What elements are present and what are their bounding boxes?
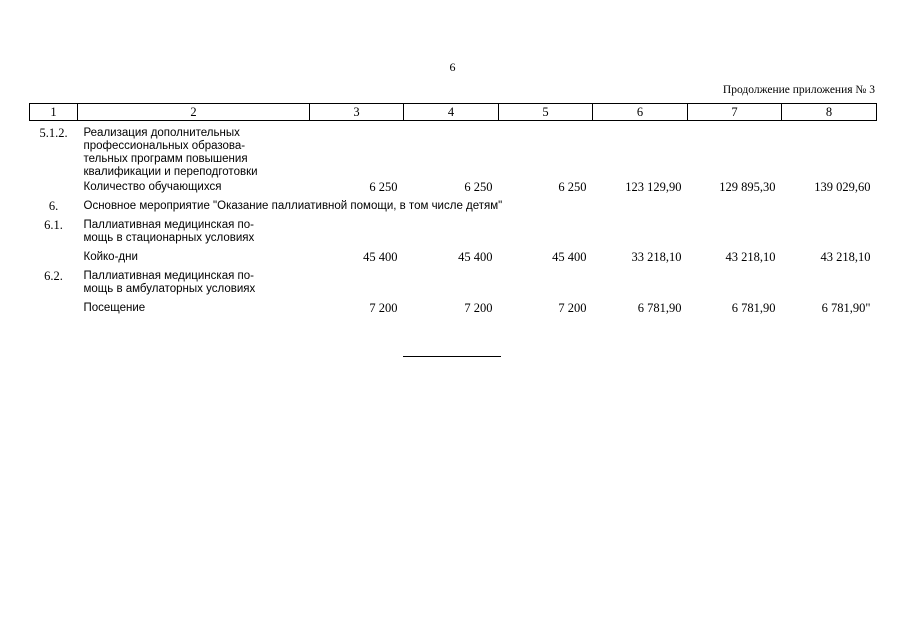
unit-label: Койко-дни: [83, 251, 138, 263]
unit-label: Количество обучающихся: [83, 181, 222, 193]
value-col-4: 45 400: [458, 250, 493, 264]
row-number: 6.2.: [44, 269, 63, 283]
row-description: Паллиативная медицинская по- мощь в амбулаторных условиях: [83, 270, 256, 295]
value-col-7: 6 781,90: [731, 301, 776, 315]
column-header-5: 5: [499, 104, 593, 121]
column-header-8: 8: [782, 104, 877, 121]
column-header-3: 3: [310, 104, 404, 121]
value-col-8: 139 029,60: [814, 180, 871, 194]
table-row: [30, 249, 877, 270]
value-col-6: 6 781,90: [637, 301, 682, 315]
table-row: [30, 270, 877, 300]
data-table: [29, 103, 877, 321]
column-header-6: 6: [593, 104, 688, 121]
value-col-4: 6 250: [464, 180, 493, 194]
table-row: [30, 219, 877, 249]
table-row: [30, 200, 877, 219]
value-col-5: 45 400: [552, 250, 587, 264]
value-col-3: 7 200: [369, 301, 398, 315]
unit-label: Посещение: [83, 302, 146, 314]
column-header-4: 4: [404, 104, 499, 121]
appendix-continuation-label: Продолжение приложения № 3: [722, 84, 875, 96]
value-col-5: 7 200: [558, 301, 587, 315]
row-number: 6.: [48, 199, 59, 213]
row-description: Реализация дополнительных профессиональных образова- тельных программ повышения квалификации и переподготовки: [83, 127, 258, 178]
value-col-7: 43 218,10: [725, 250, 776, 264]
row-description: Паллиативная медицинская по- мощь в стационарных условиях: [83, 219, 255, 244]
table-row: [30, 121, 877, 180]
column-header-2: 2: [78, 104, 310, 121]
header-row: [30, 104, 877, 121]
table-row: [30, 300, 877, 321]
value-col-3: 6 250: [369, 180, 398, 194]
row-number: 5.1.2.: [39, 126, 68, 140]
value-col-6: 123 129,90: [625, 180, 682, 194]
value-col-8: 43 218,10: [820, 250, 871, 264]
value-col-7: 129 895,30: [719, 180, 776, 194]
table-row: [30, 179, 877, 200]
row-description: Основное мероприятие "Оказание паллиативной помощи, в том числе детям": [83, 200, 503, 212]
column-header-7: 7: [688, 104, 782, 121]
column-header-1: 1: [30, 104, 78, 121]
closing-divider: [403, 356, 501, 357]
value-col-3: 45 400: [363, 250, 398, 264]
value-col-6: 33 218,10: [631, 250, 682, 264]
page-number: 6: [449, 60, 456, 74]
value-col-8: 6 781,90": [821, 301, 871, 315]
value-col-5: 6 250: [558, 180, 587, 194]
value-col-4: 7 200: [464, 301, 493, 315]
row-number: 6.1.: [44, 218, 63, 232]
